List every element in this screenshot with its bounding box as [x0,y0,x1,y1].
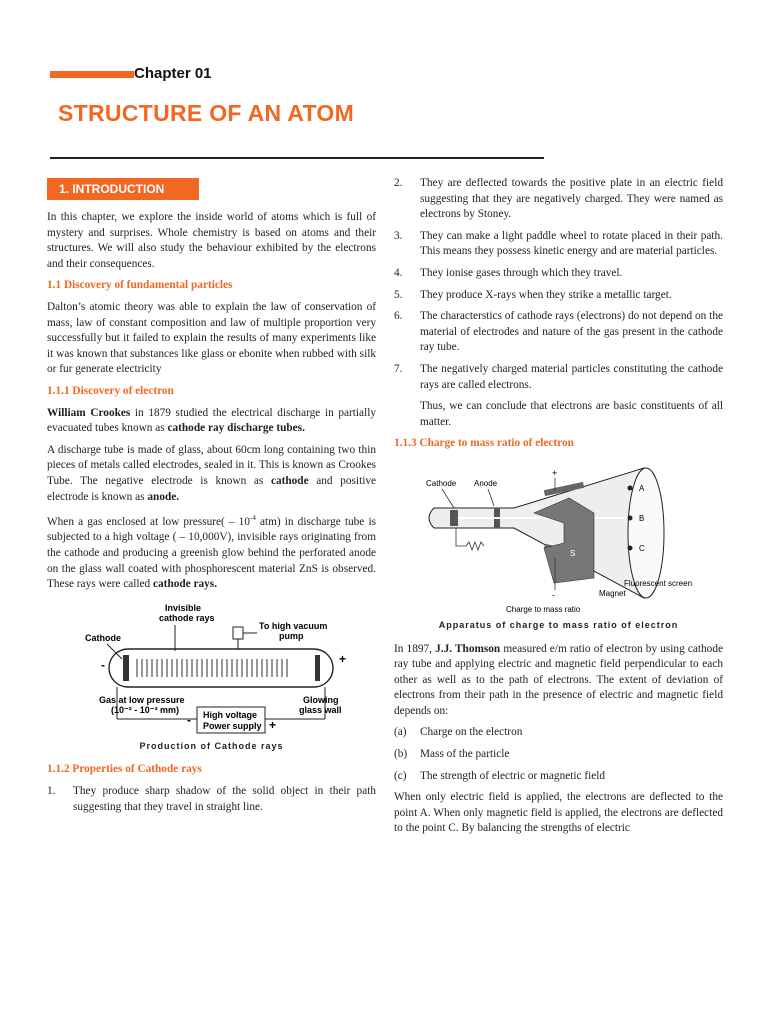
thomson-text-1: In 1897, [394,642,436,655]
gas-term: cathode rays. [153,578,218,591]
fig2-cathode [450,510,458,526]
gas-text-1: When a gas enclosed at low pressure( – 10 [47,515,250,528]
fig2-label-screen: Fluorescent screen [624,578,693,588]
factor-label: (a) [394,726,407,739]
thomson-paragraph [394,642,723,720]
property-item-5 [394,288,723,304]
chapter-label: Chapter 01 [134,65,212,82]
tube-cathode-term: cathode [270,474,309,487]
fig2-point-c [628,545,633,550]
property-item-2 [394,176,723,223]
chapter-accent-bar [50,71,134,78]
fig1-label-cathode-rays: cathode rays [159,612,215,623]
property-text: They produce sharp shadow of the solid object in their path suggesting that they travel in straight line. [73,785,376,813]
fig2-tube [429,468,657,598]
fig2-plus: + [552,467,558,478]
fig2-resistor [466,542,484,550]
fig2-label-cathode: Cathode [426,478,457,488]
fig2-label-s: S [570,548,576,558]
left-column [47,178,376,821]
fig2-caption: Apparatus of charge to mass ratio of electron [438,619,679,630]
fig1-plus-ps: + [269,717,277,732]
fig1-label-glass-wall: glass wall [299,704,342,715]
dalton-paragraph: Dalton’s atomic theory was able to explain the law of conservation of mass, law of constant composition and law of multiple proportion very successfully but it failed to explain the results of many experiments like it was known that substances like glass or ebonite when rubbed with silk or fur generate electricity [47,300,376,376]
fig2-label-c: C [639,543,645,553]
fig1-caption: Production of Cathode rays [139,740,284,751]
thomson-name: J.J. Thomson [435,642,501,655]
fig2-label-n: N [532,502,538,512]
gas-text-2: atm) in discharge tube is subjected to a high voltage ( – 10,000V), invisible rays originating from the cathode and producing a greenish glow behind the perforated anode on the glass wall coated with phosphorescent material ZnS is observed. These rays were called [47,515,376,591]
fig1-minus-left: - [101,657,105,672]
charge-mass-apparatus-diagram [394,458,723,618]
fig1-label-high-voltage: High voltage [203,709,258,720]
property-number: 7. [394,362,403,375]
heading-1-1-2: 1.1.2 Properties of Cathode rays [47,763,202,776]
tube-paragraph [47,443,376,505]
property-number: 6. [394,310,403,323]
fig2-minus: - [552,589,555,600]
thomson-text-2: measured e/m ratio of electron by using cathode ray tube and applying electric and magnetic field perpendicular to each other as well as to the path of electrons. The extent of deviation of electrons from their path in the presence of electric and magnetic field depends on: [394,642,723,717]
factor-text: Charge on the electron [420,726,523,739]
fig1-label-vacuum: To high vacuum [259,620,328,631]
factor-label: (b) [394,748,408,761]
property-item-3 [394,229,723,260]
fig2-label-b: B [639,513,645,523]
gas-paragraph [47,511,376,593]
tube-text-2: and positive electrode is known as [47,474,377,503]
fig2-heater-wire [456,528,466,546]
property-number: 5. [394,288,403,301]
property-text: They can make a light paddle wheel to rotate placed in their path. This means they possess kinetic energy and are material particles. [420,229,723,258]
fig2-pointer-anode [488,489,494,506]
heading-1-1-1: 1.1.1 Discovery of electron [47,384,174,397]
factor-item-a [394,725,723,741]
property-number: 1. [47,785,56,798]
factor-item-c [394,769,723,785]
conclusion-text: Thus, we can conclude that electrons are basic constituents of all matter. [420,400,723,428]
crookes-text: in 1879 studied the electrical discharge in partially evacuated tubes known as [47,406,376,435]
page-title: STRUCTURE OF AN ATOM [58,100,355,126]
factor-label: (c) [394,769,407,782]
fig1-anode-plate [315,655,320,681]
crookes-paragraph [47,406,376,437]
fig1-label-cathode: Cathode [85,632,121,643]
section-heading-introduction: 1. INTRODUCTION [47,178,199,200]
property-text: The negatively charged material particles constituting the cathode rays are called electrons. [420,362,723,391]
fig1-glass-tube [109,649,333,687]
fig1-label-pressure: (10⁻² - 10⁻³ mm) [111,704,180,715]
title-divider [50,157,544,159]
property-item-4 [394,266,723,282]
fig1-ray-lines [137,659,287,677]
fig1-label-glowing: Glowing [303,694,339,705]
property-number: 3. [394,229,403,242]
crookes-name: William Crookes [47,406,131,419]
heading-1-1: 1.1 Discovery of fundamental particles [47,279,233,292]
crookes-term: cathode ray discharge tubes. [167,422,305,435]
right-column [394,176,723,843]
fig1-minus-ps: - [187,712,191,727]
property-number: 4. [394,266,403,279]
fig2-label-a: A [639,483,645,493]
gas-exponent: -4 [249,514,256,523]
property-item-7 [394,362,723,393]
fig2-pointer-cathode [442,489,454,508]
fig2-point-b [628,515,633,520]
fig1-label-invisible: Invisible [165,602,202,613]
fig2-point-a [628,485,633,490]
fig1-cathode-plate [123,655,129,681]
fig2-label-anode: Anode [474,478,498,488]
property-text: They produce X-rays when they strike a metallic target. [420,288,672,301]
factor-text: The strength of electric or magnetic field [420,769,606,782]
fig1-label-pump: pump [279,630,304,641]
tube-anode-term: anode. [147,490,180,503]
final-paragraph: When only electric field is applied, the electrons are deflected to the point A. When only magnetic field is applied, the electrons are deflected to the point C. By balancing the strengths of electric [394,791,723,835]
property-item-6 [394,309,723,356]
fig1-label-gas: Gas at low pressure [99,694,185,705]
fig2-label-magnet: Magnet [599,588,626,598]
property-text: They ionise gases through which they travel. [420,266,623,279]
property-number: 2. [394,177,403,189]
fig1-label-power-supply: Power supply [203,720,262,731]
factor-text: Mass of the particle [420,748,510,761]
property-item-1 [47,784,376,815]
fig1-plus-right: + [339,651,347,666]
property-text: The characterstics of cathode rays (electrons) do not depend on the material of electrodes and nature of the gas present in the cathode ray tube. [420,310,723,354]
cathode-ray-tube-diagram [47,599,376,739]
heading-1-1-3: 1.1.3 Charge to mass ratio of electron [394,437,574,450]
tube-text-1: A discharge tube is made of glass, about 60cm long containing two thin pieces of metals called electrodes, sealed in it. This is known as Crookes Tube. The negative electrode is known as [47,443,376,487]
fig1-valve [233,627,243,639]
fig2-label-charge-mass: Charge to mass ratio [506,604,581,614]
intro-paragraph: In this chapter, we explore the inside world of atoms which is full of mystery and surprises. Whole chemistry is based on atoms and their structures. We will also study the behaviour exhibited by the electrons and their consequences. [47,211,376,270]
factor-item-b [394,747,723,763]
property-text: They are deflected towards the positive plate in an electric field suggesting that they are negatively charged. They were named as electrons by Stoney. [420,177,723,221]
